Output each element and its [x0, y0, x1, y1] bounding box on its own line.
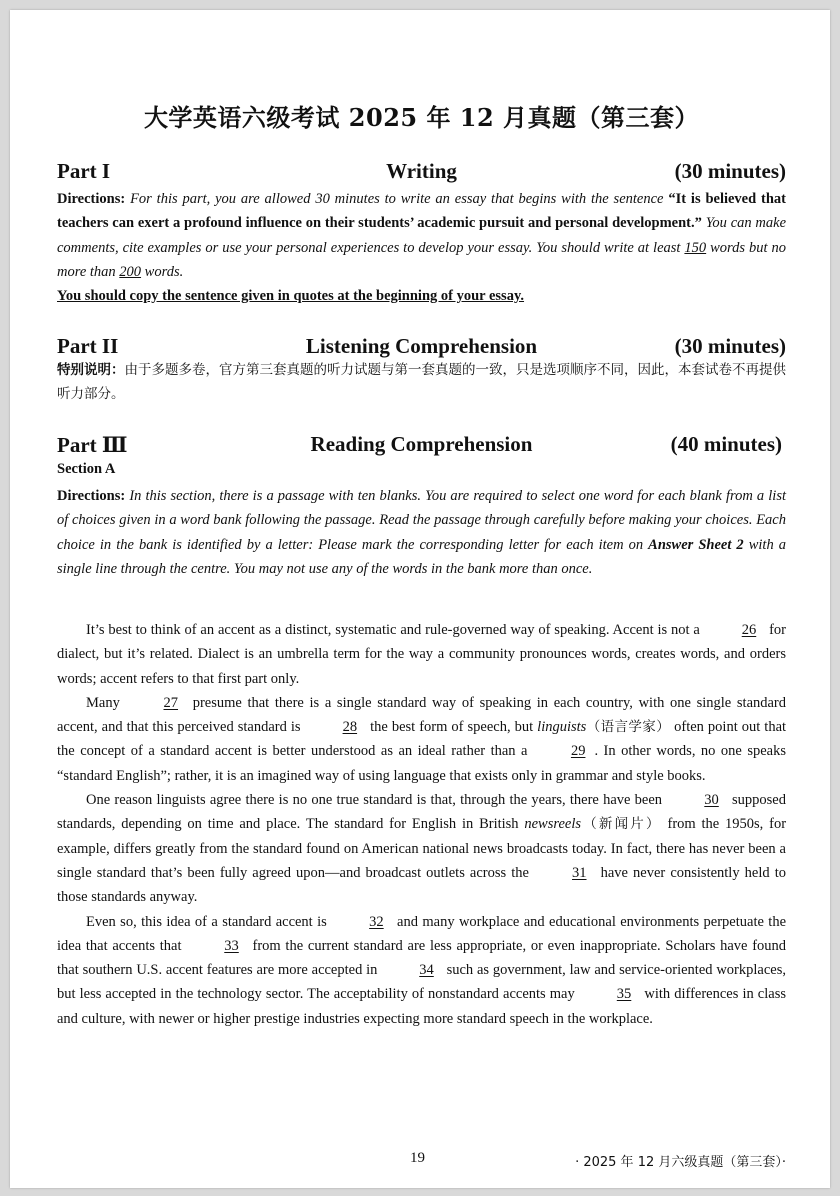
min-words: 150 — [684, 239, 707, 256]
term-linguists: linguists — [537, 719, 587, 736]
part1-directions-text-4: words. — [144, 263, 184, 280]
passage-paragraph — [57, 910, 786, 1031]
passage-paragraph — [57, 788, 786, 909]
part1-label: Part I — [57, 159, 111, 183]
passage-text: often point out that the concept of a standard accent is better understood as an ideal rather than a — [57, 719, 787, 760]
passage-text: have never consistently held to those standards anyway. — [57, 864, 786, 906]
passage-text: with differences in class and culture, with newer or higher prestige industries expecting more standard speech in the workplace. — [57, 986, 786, 1027]
part2-notice-text: 由于多题多卷，官方第三套真题的听力试题与第一套真题的一致，只是选项顺序不同，因此，本套试卷不再提供听力部分。 — [57, 362, 786, 402]
part2-notice — [57, 358, 786, 406]
part1-directions — [57, 187, 786, 284]
answer-sheet-ref: Answer Sheet 2 — [648, 536, 744, 553]
part3-name: Reading Comprehension — [310, 432, 533, 456]
passage-text: One reason linguists agree there is no one true standard is that, through the years, there have been — [86, 792, 663, 809]
part1-time: (30 minutes) — [674, 159, 786, 183]
passage-paragraph — [57, 618, 786, 691]
passage-text: . In other words, no one speaks “standard English”; rather, it is an imagined way of using language that exists only in grammar and style books. — [57, 743, 786, 784]
max-words: 200 — [119, 263, 142, 280]
page-number: 19 — [410, 1150, 425, 1166]
part3-label: Part Ⅲ — [57, 433, 128, 457]
blank-30: 30 — [704, 792, 719, 809]
exam-page — [10, 10, 830, 1188]
blank-31: 31 — [572, 864, 587, 881]
blank-35: 35 — [616, 986, 632, 1003]
part1-name: Writing — [386, 159, 457, 183]
part1-directions-text: For this part, you are allowed 30 minutes to write an essay that begins with the sentence — [130, 191, 664, 207]
term-newsreels: newsreels — [524, 816, 582, 833]
gloss-newsreels: （新闻片） — [581, 816, 662, 833]
blank-26: 26 — [741, 622, 757, 638]
running-title: · 2025 年 12 月六级真题（第三套）· — [575, 1155, 786, 1170]
essay-prompt-quote: “It is believed that teachers can exert a profound influence on their students’ academic pursuit and personal development.” — [57, 191, 787, 232]
part2-label: Part II — [57, 334, 119, 358]
passage-text: It’s best to think of an accent as a distinct, systematic and rule-governed way of speaking. Accent is not a — [86, 622, 700, 638]
passage-text: Even so, this idea of a standard accent is — [86, 913, 327, 930]
part3-header — [57, 432, 786, 460]
part3-directions-label: Directions: — [57, 488, 126, 504]
passage-text: Many — [86, 694, 120, 711]
page-title: 大学英语六级考试 2025 年 12 月真题（第三套） — [143, 103, 700, 132]
passage-text: supposed standards, depending on time and place. The standard for English in British — [57, 792, 786, 833]
reading-passage — [57, 618, 786, 1031]
part1-directions-label: Directions: — [57, 191, 126, 207]
part1-directions-text-2: You can make comments, cite examples or use your personal experiences to develop your essay. You should write at least — [57, 215, 787, 256]
blank-27: 27 — [163, 694, 179, 711]
blank-33: 33 — [224, 937, 239, 954]
part1-copy-note: You should copy the sentence given in quotes at the beginning of your essay. — [57, 288, 525, 304]
passage-paragraph — [57, 691, 786, 788]
gloss-linguists: （语言学家） — [586, 719, 671, 736]
passage-text: such as government, law and service-oriented workplaces, but less accepted in the technology sector. The acceptability of nonstandard accents may — [57, 962, 786, 1003]
passage-text: the best form of speech, but — [370, 719, 534, 736]
part2-time: (30 minutes) — [674, 334, 786, 358]
passage-text: from the 1950s, for example, differs greatly from the standard found on American national news broadcasts today. In fact, there has never been a single standard that’s been fully agreed upon—and broadcast outlets across the — [57, 816, 787, 881]
passage-text: for dialect, but it’s related. Dialect is an umbrella term for the way a community pronounces words, creates words, and orders words; accent refers to that first part only. — [57, 622, 787, 687]
part2-notice-label: 特别说明： — [57, 362, 125, 378]
blank-34: 34 — [419, 962, 434, 979]
part3-time: (40 minutes) — [670, 432, 782, 456]
part1-header — [57, 159, 786, 187]
part3-directions — [57, 484, 786, 581]
passage-text: and many workplace and educational environments perpetuate the idea that accents that — [57, 913, 787, 954]
part1-directions-text-3: words but no more than — [57, 239, 786, 280]
passage-text: presume that there is a single standard way of speaking in each country, with one single standard accent, and that this perceived standard is — [57, 694, 787, 736]
section-a-label: Section A — [57, 461, 116, 477]
part2-name: Listening Comprehension — [305, 334, 538, 358]
blank-32: 32 — [369, 913, 384, 930]
blank-28: 28 — [342, 719, 358, 736]
passage-text: from the current standard are less appropriate, or even inappropriate. Scholars have found that southern U.S. accent features are more accepted in — [57, 937, 787, 979]
blank-29: 29 — [570, 743, 586, 760]
part3-directions-text-2: with a single line through the centre. You may not use any of the words in the bank more than once. — [57, 536, 786, 577]
part3-directions-text: In this section, there is a passage with ten blanks. You are required to select one word for each blank from a list of choices given in a word bank following the passage. Read the passage through carefully before making your choices. Each choice in the bank is identified by a letter: Please mark the corresponding letter for each item on — [57, 488, 786, 553]
